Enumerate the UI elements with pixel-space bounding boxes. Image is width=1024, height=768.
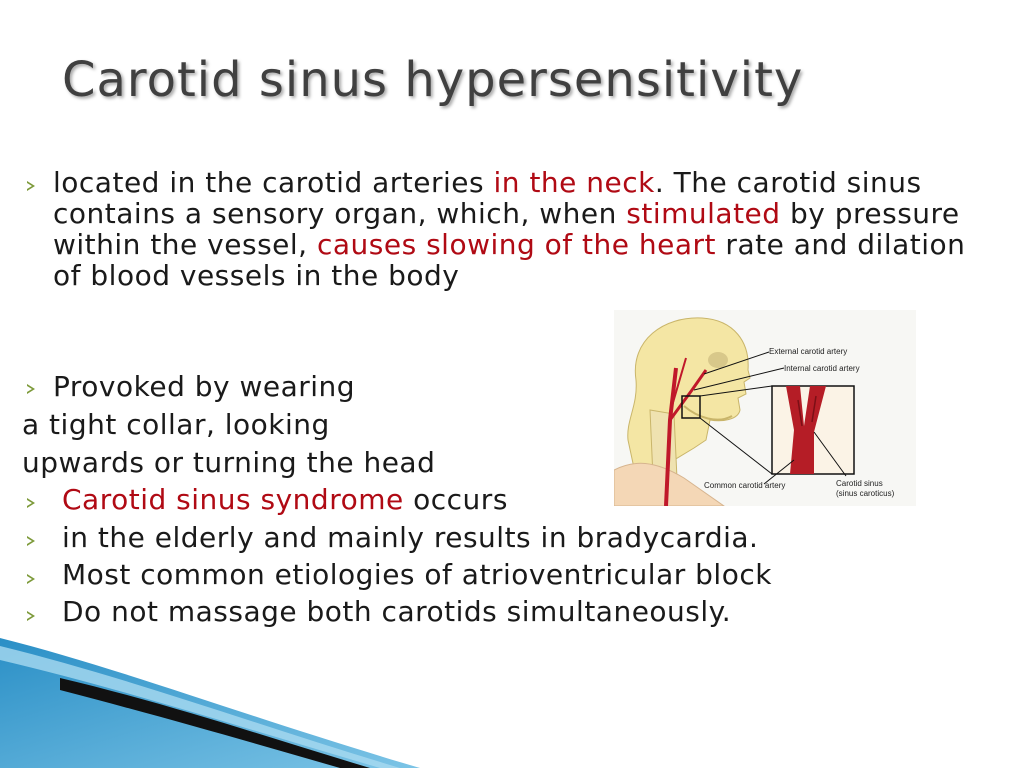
label-sinus-caroticus: (sinus caroticus) — [836, 489, 895, 498]
highlight-causes-slowing: causes slowing of the heart — [316, 228, 717, 261]
label-internal-carotid: Internal carotid artery — [784, 364, 860, 373]
bullet-arrow-icon — [27, 574, 35, 584]
highlight-in-the-neck: in the neck — [493, 166, 655, 199]
label-common-carotid: Common carotid artery — [704, 481, 786, 490]
highlight-carotid-sinus-syndrome: Carotid sinus syndrome — [62, 483, 404, 516]
bullet-etiologies: Most common etiologies of atrioventricular block — [62, 558, 772, 591]
label-external-carotid: External carotid artery — [769, 347, 848, 356]
bullet-elderly: in the elderly and mainly results in bradycardia. — [62, 521, 759, 554]
carotid-anatomy-diagram — [614, 310, 916, 506]
slide-title: Carotid sinus hypersensitivity — [62, 52, 804, 108]
bullet-arrow-icon — [27, 181, 35, 191]
bullet-do-not-massage: Do not massage both carotids simultaneously. — [62, 595, 732, 628]
bullet-syndrome: Carotid sinus syndrome occurs — [62, 483, 508, 516]
corner-decoration — [0, 638, 420, 768]
bullet-provoked: Provoked by wearing — [53, 370, 356, 403]
highlight-stimulated: stimulated — [626, 197, 781, 230]
bullet-arrow-icon — [27, 498, 35, 508]
bullet-arrow-icon — [27, 384, 35, 394]
bullet-arrow-icon — [27, 536, 35, 546]
bullet-arrow-icon — [27, 611, 35, 621]
text-tight-collar: a tight collar, looking — [22, 408, 330, 441]
label-carotid-sinus: Carotid sinus — [836, 479, 883, 488]
bullet-paragraph-location: located in the carotid arteries in the neck. The carotid sinus contains a sensory organ, which, when stimulated by pressure within the vessel, causes slowing of the heart rate and dilation of blood vessels in the body — [53, 166, 966, 292]
text-upwards: upwards or turning the head — [22, 446, 436, 479]
